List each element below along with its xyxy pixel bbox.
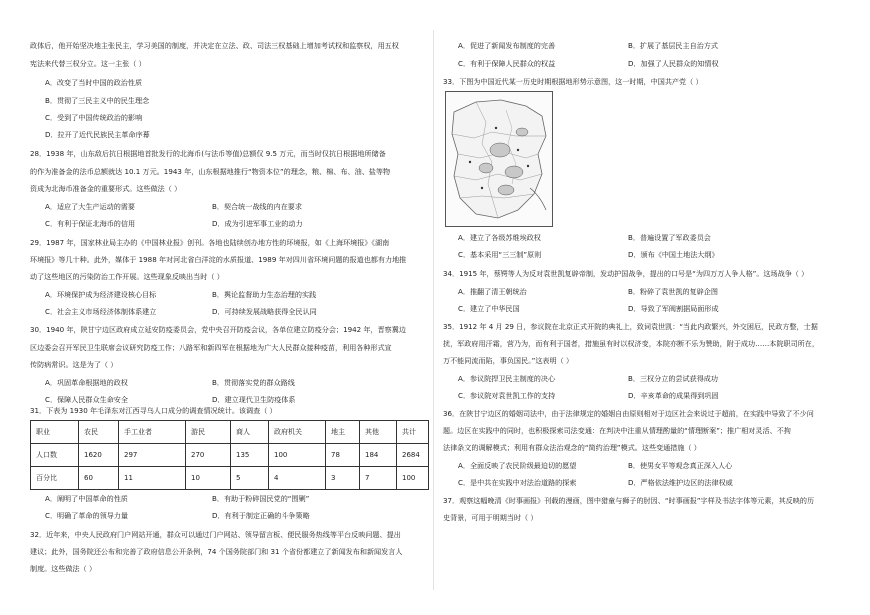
table-cell: 60 <box>79 467 119 490</box>
table-header-cell: 农民 <box>79 421 119 444</box>
table-cell: 7 <box>360 467 397 490</box>
q31-text: 31．下表为 1930 年毛泽东对江西寻乌人口成分的调查情况统计。该调查（ ） <box>30 406 277 415</box>
q28-option-c[interactable]: C．有利于保证北海币的信用 <box>45 219 136 228</box>
q27-option-b[interactable]: B．贯彻了三民主义中的民生理念 <box>45 96 150 105</box>
table-cell: 78 <box>326 444 360 467</box>
table-cell: 5 <box>231 467 269 490</box>
table-header-cell: 共计 <box>397 421 429 444</box>
q35-text-line-2: 扰，军政府用汗霜，营乃为，而有利于国者，措施虽有时以权济变，本院亦断不乐为赞助，附于成功……本院职司所在， <box>443 339 819 348</box>
q34-option-a[interactable]: A．推翻了清王朝统治 <box>458 287 527 296</box>
base-area-map-drawing <box>446 92 552 226</box>
q36-text-line-2: 题。边区在实践中的同时，也积极探索司法变通：在判决中注重从情理酌量的“情理断案”；推广相对灵活、不拘 <box>443 426 791 435</box>
q36-option-c[interactable]: C．是中共在实践中对法治道路的探索 <box>458 478 577 487</box>
q29-option-a[interactable]: A．环境保护成为经济建设核心目标 <box>45 290 157 299</box>
q35-option-a[interactable]: A．参议院捍卫民主制度的决心 <box>458 374 556 383</box>
q33-option-a[interactable]: A．建立了各级苏维埃政权 <box>458 233 541 242</box>
table-cell: 4 <box>269 467 326 490</box>
q30-option-c[interactable]: C．保障人民群众生命安全 <box>45 395 128 404</box>
table-cell: 135 <box>231 444 269 467</box>
table-cell: 人口数 <box>31 444 79 467</box>
q36-text-line-1: 36．在陕甘宁边区的婚姻司法中，由于法律规定的婚姻自由原则相对于边区社会来说过于超前，在实践中导致了不少问 <box>443 409 814 418</box>
table-header-cell: 职业 <box>31 421 79 444</box>
q31-survey-table <box>30 420 429 490</box>
q31-option-d[interactable]: D．有利于制定正确的斗争策略 <box>212 511 310 520</box>
q35-text-line-3: 万不能同流而陷，事负国民。”这表明（ ） <box>443 356 574 365</box>
q27-option-a[interactable]: A．改变了当时中国的政治性质 <box>45 78 143 87</box>
q35-option-c[interactable]: C．参议院对袁世凯工作的支持 <box>458 391 556 400</box>
q37-text-line-1: 37．观察这幅晚清《时事画报》刊载的漫画，图中猎童与狮子的肘因、“时事画报”字样及书法字体等元素，其反映的历 <box>443 496 815 505</box>
q35-option-b[interactable]: B．三权分立的尝试获得成功 <box>628 374 718 383</box>
q32-text-line-1: 32．近年来，中央人民政府门户网站开通，群众可以通过门户网站、领导留言板、便民服务热线等平台反映问题、提出 <box>30 530 401 539</box>
q27-option-c[interactable]: C．受到了中国传统政治的影响 <box>45 113 143 122</box>
q29-option-c[interactable]: C．社会主义市场经济体制体系建立 <box>45 307 157 316</box>
q32-text-line-3: 制度。这些做法（ ） <box>30 564 97 573</box>
q33-option-c[interactable]: C．基本采用“三三制”原则 <box>458 250 542 259</box>
q35-text-line-1: 35．1912 年 4 月 29 日，参议院在北京正式开院的典礼上，致词袁世凯：“当此内政繁兴，外交困厄，民政方整，士据 <box>443 322 818 331</box>
column-divider <box>433 30 434 590</box>
q33-option-d[interactable]: D．颁布《中国土地法大纲》 <box>628 250 719 259</box>
table-cell: 270 <box>186 444 231 467</box>
table-header-cell: 商人 <box>231 421 269 444</box>
table-cell: 1620 <box>79 444 119 467</box>
q30-option-b[interactable]: B．贯彻落实党的群众路线 <box>212 378 295 387</box>
q28-option-d[interactable]: D．成为引进军事工业的动力 <box>212 219 303 228</box>
table-cell: 184 <box>360 444 397 467</box>
table-cell: 100 <box>269 444 326 467</box>
table-cell: 3 <box>326 467 360 490</box>
q28-text-line-1: 28．1938 年，山东敌后抗日根据地首批发行的北海币(与法币等值)总额仅 9.5 万元，而当时仅抗日根据地所储备 <box>30 149 386 158</box>
q30-text-line-1: 30．1940 年，陕甘宁边区政府成立延安防疫委员会，党中央召开防疫会议，各单位建立防疫分会；1942 年，晋察冀边 <box>30 325 406 334</box>
table-cell: 2684 <box>397 444 429 467</box>
q27-text-line-1: 政体后，他开始坚决地主张民主，学习美国的制度，并决定在立法、政、司法三权基础上增加考试权和监察权，用五权 <box>30 41 399 50</box>
q33-text: 33．下图为中国近代某一历史时期根据地形势示意图，这一时期，中国共产党（ ） <box>443 77 703 86</box>
q30-option-d[interactable]: D．建立现代卫生防疫体系 <box>212 395 296 404</box>
q32-option-d[interactable]: D．加强了人民群众的知情权 <box>628 59 719 68</box>
table-cell: 297 <box>119 444 186 467</box>
q29-text-line-3: 动了这些地区的污染防治工作开展。这些现象反映出当时（ ） <box>30 272 224 281</box>
q36-option-a[interactable]: A．全面反映了农民阶级最迫切的愿望 <box>458 461 577 470</box>
q27-option-d[interactable]: D．拉开了近代民族民主革命序幕 <box>45 130 150 139</box>
q34-option-b[interactable]: B．粉碎了袁世凯的复辟企图 <box>628 287 718 296</box>
q30-text-line-3: 传防病常识。这是为了（ ） <box>30 360 118 369</box>
q36-option-d[interactable]: D．严格依法维护边区的法律权威 <box>628 478 733 487</box>
table-cell: 100 <box>397 467 429 490</box>
q35-option-d[interactable]: D．辛亥革命的成果得到巩固 <box>628 391 719 400</box>
table-header-cell: 游民 <box>186 421 231 444</box>
table-cell: 10 <box>186 467 231 490</box>
q36-option-b[interactable]: B．使男女平等观念真正深入人心 <box>628 461 733 470</box>
table-header-row <box>31 421 429 444</box>
q32-text-line-2: 建议；此外，国务院还公布和完善了政府信息公开条例，74 个国务院部门和 31 个省份都建立了新闻发布和新闻发言人 <box>30 547 403 556</box>
q28-option-b[interactable]: B．契合统一战线的内在要求 <box>212 202 302 211</box>
q28-option-a[interactable]: A．适应了大生产运动的需要 <box>45 202 135 211</box>
q28-text-line-2: 的作为准备金的法币总额就达 10.1 万元。1943 年，山东根据地推行“物资本位”的理念，粮、棉、布、油、盐等物 <box>30 167 391 176</box>
table-header-cell: 地主 <box>326 421 360 444</box>
q30-text-line-2: 区边委会召开军民卫生联席会议研究防疫工作；八路军和新四军在根据地为广大人民群众接种疫苗，利用各种形式宣 <box>30 343 392 352</box>
table-header-cell: 其他 <box>360 421 397 444</box>
q29-option-d[interactable]: D．可持续发展战略获得全民认同 <box>212 307 317 316</box>
q32-option-c[interactable]: C．有利于保障人民群众的权益 <box>458 59 556 68</box>
q28-text-line-3: 资成为北海币准备金的重要形式。这些做法（ ） <box>30 184 182 193</box>
q34-option-d[interactable]: D．导致了军阀割据局面形成 <box>628 304 719 313</box>
q29-text-line-2: 环境报》等几十种。此外，媒体于 1988 年对河北省白洋淀的水质报道、1989 年对四川省环境问题的报道也都有力地推 <box>30 255 407 264</box>
q32-option-a[interactable]: A．促进了新闻发布制度的完善 <box>458 41 556 50</box>
q31-option-a[interactable]: A．阐明了中国革命的性质 <box>45 494 128 503</box>
q31-option-b[interactable]: B．有助于粉碎国民党的“围剿” <box>212 494 310 503</box>
q34-option-c[interactable]: C．建立了中华民国 <box>458 304 520 313</box>
q37-text-line-2: 史背景，可用于明期当时（ ） <box>443 513 538 522</box>
table-row <box>31 467 429 490</box>
q34-text: 34．1915 年，蔡锷等人为反对袁世凯复辟帝制，发动护国战争，提出的口号是“为四万万人争人格”。这场战争（ ） <box>443 269 809 278</box>
base-area-map <box>445 91 553 227</box>
q32-option-b[interactable]: B．扩展了基层民主自治方式 <box>628 41 718 50</box>
table-cell: 11 <box>119 467 186 490</box>
q36-text-line-3: 法律条文的调解模式；利用有群众法治观念的“简约治理”模式。这些变通措施（ ） <box>443 443 701 452</box>
table-header-cell: 手工业者 <box>119 421 186 444</box>
q33-option-b[interactable]: B．普遍设置了军政委员会 <box>628 233 711 242</box>
table-row <box>31 444 429 467</box>
q27-text-line-2: 宪法来代替三权分立。这一主张（ ） <box>30 59 146 68</box>
q30-option-a[interactable]: A．巩固革命根据地的政权 <box>45 378 128 387</box>
table-header-cell: 政府机关 <box>269 421 326 444</box>
table-cell: 百分比 <box>31 467 79 490</box>
q29-text-line-1: 29．1987 年，国家林业局主办的《中国林业报》创刊。各地也陆续创办地方性的环境报，如《上海环境报》《湖南 <box>30 238 390 247</box>
q29-option-b[interactable]: B．舆论监督助力生态治理的实践 <box>212 290 317 299</box>
q31-option-c[interactable]: C．明确了革命的领导力量 <box>45 511 128 520</box>
